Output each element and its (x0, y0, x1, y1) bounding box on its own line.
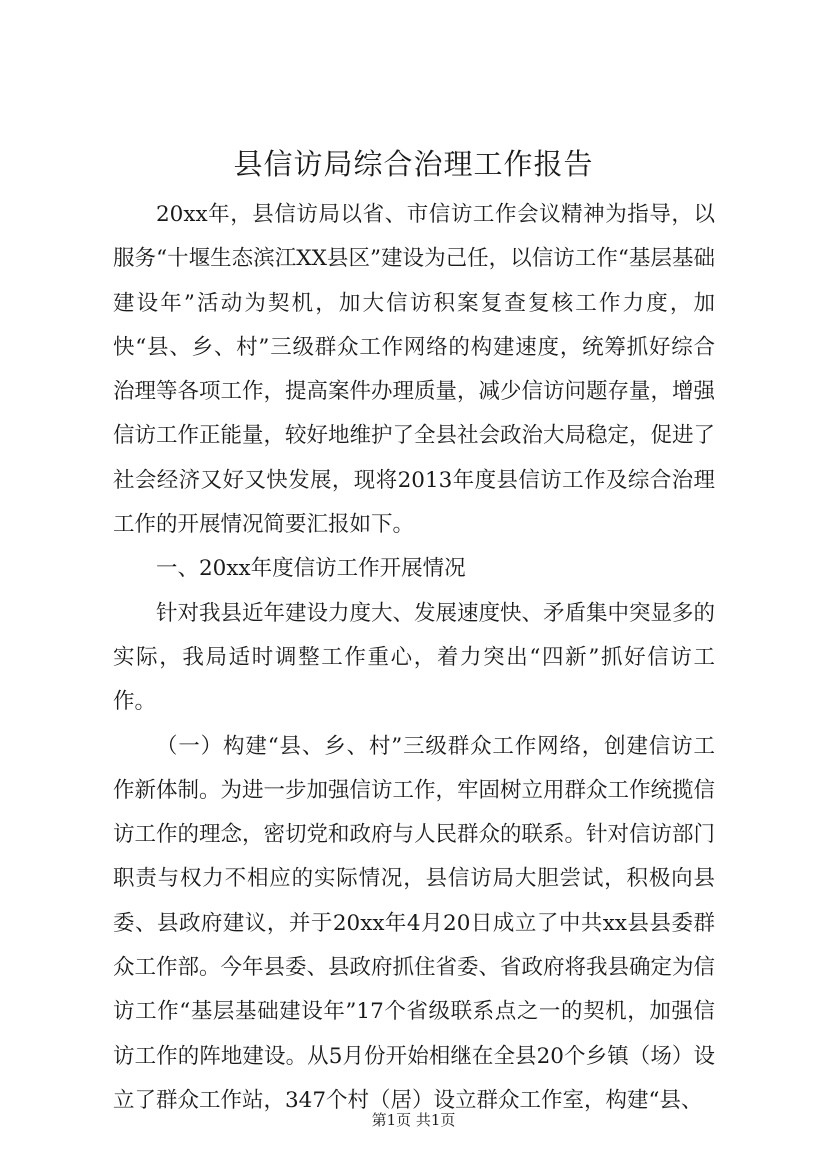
document-body (113, 193, 715, 1123)
section-heading: 一、20xx年度信访工作开展情况 (156, 556, 466, 582)
page-footer: 第1页 共1页 (371, 1111, 456, 1129)
paragraph-subsection-1: （一）构建“县、乡、村”三级群众工作网络，创建信访工作新体制。为进一步加强信访工作，牢固树立用群众工作统揽信访工作的理念，密切党和政府与人民群众的联系。针对信访部门职责与权力不相应的实际情况，县信访局大胆尝试，积极向县委、县政府建议，并于20xx年4月20日成立了中共xx县县委群众工作部。今年县委、县政府抓住省委、省政府将我县确定为信访工作“基层基础建设年”17个省级联系点之一的契机，加强信访工作的阵地建设。从5月份开始相继在全县20个乡镇（场）设立了群众工作站，347个村（居）设立群众工作室，构建“县、 (113, 733, 716, 1113)
document-title: 县信访局综合治理工作报告 (233, 147, 594, 181)
paragraph-intro: 20xx年，县信访局以省、市信访工作会议精神为指导，以服务“十堰生态滨江XX县区”建设为己任，以信访工作“基层基础建设年”活动为契机，加大信访积案复查复核工作力度，加快“县、乡、村”三级群众工作网络的构建速度，统筹抓好综合治理等各项工作，提高案件办理质量，减少信访问题存量，增强信访工作正能量，较好地维护了全县社会政治大局稳定，促进了社会经济又好又快发展，现将2013年度县信访工作及综合治理工作的开展情况简要汇报如下。 (113, 202, 716, 538)
paragraph-overview: 针对我县近年建设力度大、发展速度快、矛盾集中突显多的实际，我局适时调整工作重心，着力突出“四新”抓好信访工作。 (113, 600, 716, 715)
